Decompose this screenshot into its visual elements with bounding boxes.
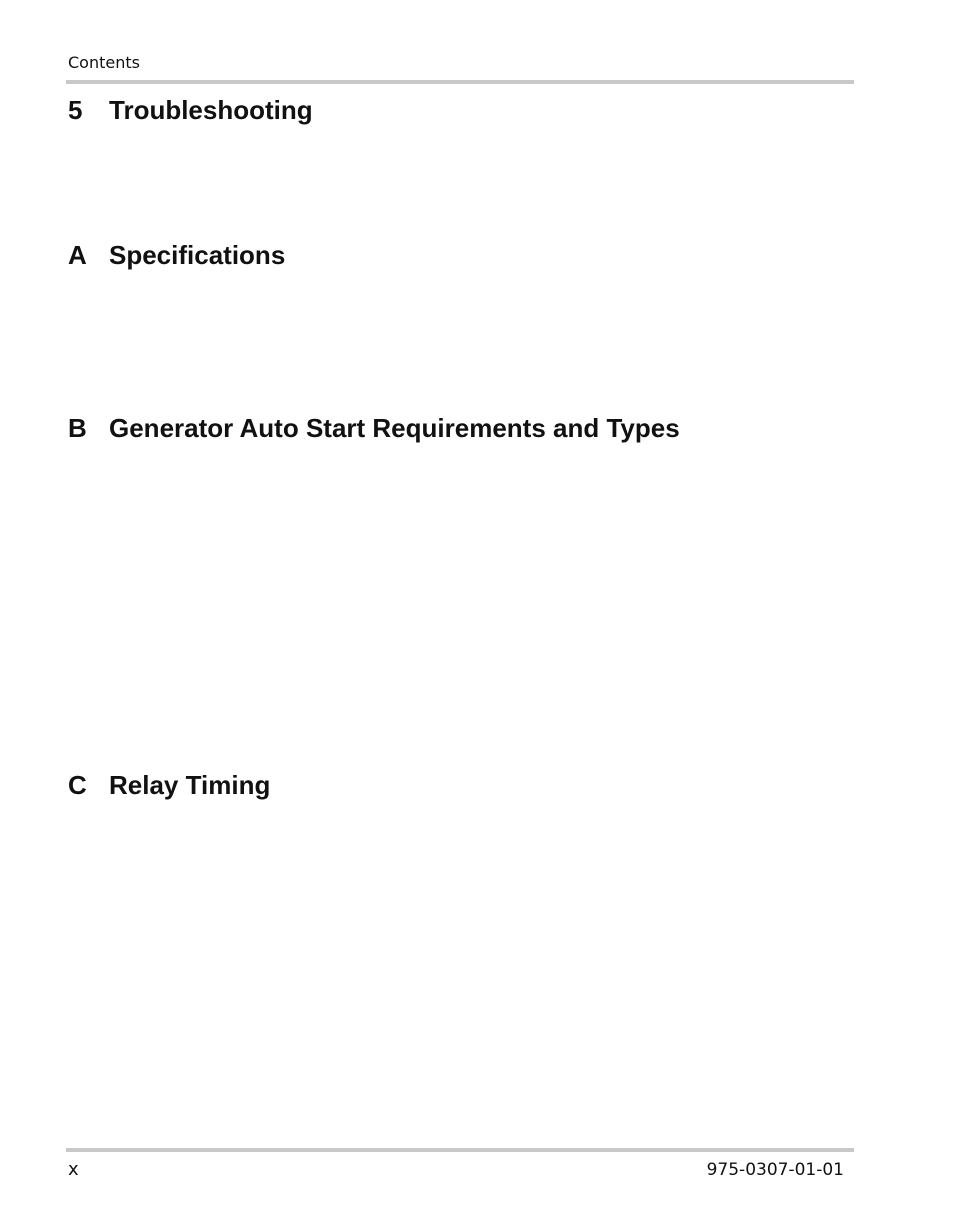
running-header: Contents — [68, 53, 140, 72]
section-heading-troubleshooting[interactable] — [68, 95, 313, 125]
section-title: Relay Timing — [109, 770, 271, 800]
header-rule — [66, 80, 854, 84]
section-number: A — [68, 240, 87, 270]
section-title: Specifications — [109, 240, 286, 270]
section-number: C — [68, 770, 87, 800]
section-heading-specifications[interactable] — [68, 240, 285, 270]
section-number: 5 — [68, 95, 83, 125]
section-number: B — [68, 413, 87, 443]
section-title: Troubleshooting — [109, 95, 313, 125]
page-number: x — [68, 1159, 79, 1180]
footer-rule — [66, 1148, 854, 1152]
section-heading-generator-auto-start[interactable] — [68, 413, 680, 443]
section-heading-relay-timing[interactable] — [68, 770, 270, 800]
document-number: 975-0307-01-01 — [706, 1160, 844, 1180]
section-title: Generator Auto Start Requirements and Types — [109, 413, 680, 443]
